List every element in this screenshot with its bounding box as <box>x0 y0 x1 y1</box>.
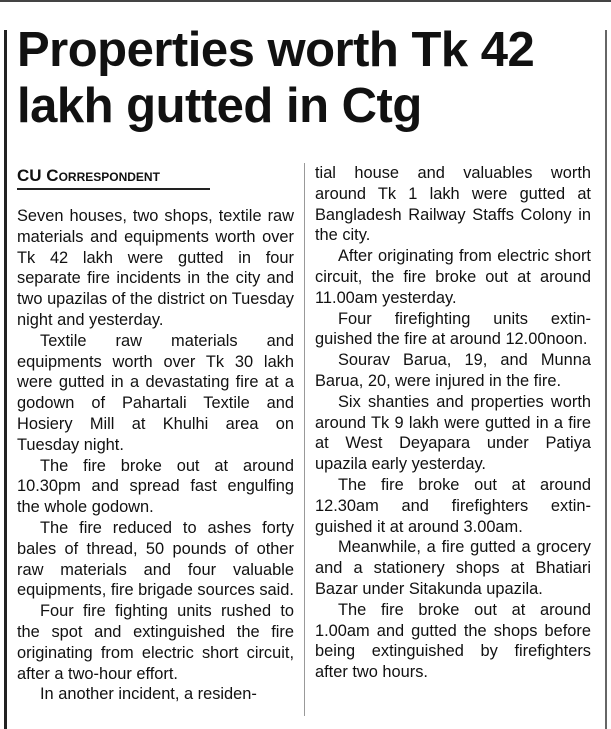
paragraph: Four fire fighting units rushed to the spot and extinguished the fire originating from electric short circuit, after a two-hour effort. <box>17 602 294 683</box>
paragraph: Textile raw materials and equipments worth over Tk 30 lakh were gutted in a devastating fire at a godown of Pahartali Textile and Hosiery Mill at Khulhi area on Tuesday night. <box>17 331 294 454</box>
paragraph: In another incident, a residen- <box>40 685 257 704</box>
headline <box>17 22 597 134</box>
paragraph: After originating from electric short circuit, the fire broke out at around 11.00am yesterday. <box>315 247 591 307</box>
paragraph: tial house and valuables worth around Tk 1 lakh were gutted at Bangladesh Railway Staffs Colony in the city. <box>315 164 591 245</box>
paragraph: The fire broke out at around 12.30am and firefighters extin-guished it at around 3.00am. <box>315 475 591 536</box>
paragraph: Four firefighting units extin-guished the fire at around 12.00noon. <box>315 309 591 349</box>
paragraph: The fire reduced to ashes forty bales of thread, 50 pounds of other raw materials and four valuable equipments, fire brigade sources said. <box>17 518 294 600</box>
article-column-1 <box>17 206 294 705</box>
headline-line-2: lakh gutted in Ctg <box>17 79 422 133</box>
paragraph: Sourav Barua, 19, and Munna Barua, 20, were injured in the fire. <box>315 351 591 390</box>
byline-prefix: CU <box>17 166 42 185</box>
byline-rest: Correspondent <box>46 166 160 185</box>
paragraph: Meanwhile, a fire gutted a grocery and a stationery shops at Bhatiari Bazar under Sitakunda upazila. <box>315 538 591 598</box>
byline <box>17 165 210 190</box>
top-border-rule <box>0 0 611 2</box>
paragraph: The fire broke out at around 10.30pm and spread fast engulfing the whole godown. <box>17 456 294 517</box>
headline-line-1: Properties worth Tk 42 <box>17 23 535 77</box>
column-divider <box>304 163 305 716</box>
paragraph: Seven houses, two shops, textile raw materials and equipments worth over Tk 42 lakh were gutted in four separate fire incidents in the city and two upazilas of the district on Tuesday night and yesterday. <box>17 207 294 329</box>
article-column-2 <box>315 163 591 683</box>
left-border-rule <box>4 30 7 729</box>
paragraph: Six shanties and properties worth around Tk 9 lakh were gutted in a fire at West Deyapara under Patiya upazila early yesterday. <box>315 392 591 474</box>
right-border-rule <box>605 30 607 729</box>
paragraph: The fire broke out at around 1.00am and gutted the shops before being extinguished by firefighters after two hours. <box>315 600 591 682</box>
